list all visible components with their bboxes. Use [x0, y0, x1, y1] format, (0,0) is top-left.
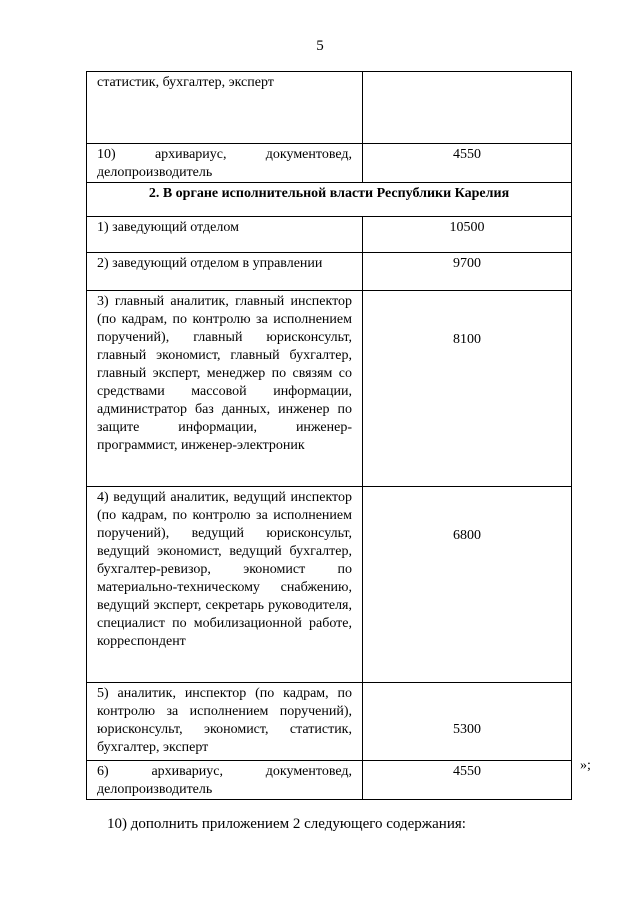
salary-value-cell: 10500	[363, 217, 572, 253]
salary-value-cell	[363, 683, 572, 761]
salary-value: 8100	[453, 332, 481, 347]
table-row	[87, 683, 572, 761]
table-row	[87, 144, 572, 183]
position-cell: 3) главный аналитик, главный инспектор (по кадрам, по контролю за исполнением поручений), главный юрисконсульт, главный экономист, главный бухгалтер, главный эксперт, менеджер по связям со средствами массовой информации, администратор баз данных, инженер по защите информации, инженер-программист, инженер-электроник	[87, 291, 363, 487]
table-row	[87, 72, 572, 144]
position-cell: 4) ведущий аналитик, ведущий инспектор (по кадрам, по контролю за исполнением поручений), ведущий юрисконсульт, ведущий экономист, ведущий бухгалтер, бухгалтер-ревизор, экономист по материально-техническому снабжению, ведущий эксперт, секретарь руководителя, специалист по мобилизационной работе, корреспондент	[87, 487, 363, 683]
table-row	[87, 253, 572, 291]
salary-value: 6800	[453, 528, 481, 543]
section-title: 2. В органе исполнительной власти Республики Карелия	[87, 183, 572, 217]
table-row	[87, 217, 572, 253]
salary-table	[86, 71, 572, 800]
salary-value-cell: 9700	[363, 253, 572, 291]
table-row	[87, 291, 572, 487]
position-cell: статистик, бухгалтер, эксперт	[87, 72, 363, 144]
salary-value-cell: 4550	[363, 144, 572, 183]
table-row	[87, 487, 572, 683]
salary-value-cell	[363, 291, 572, 487]
position-cell: 5) аналитик, инспектор (по кадрам, по контролю за исполнением поручений), юрисконсульт, экономист, статистик, бухгалтер, эксперт	[87, 683, 363, 761]
position-cell: 1) заведующий отделом	[87, 217, 363, 253]
salary-value-cell	[363, 487, 572, 683]
position-cell: 10) архивариус, документовед, делопроизводитель	[87, 144, 363, 183]
table-row	[87, 761, 572, 800]
amendment-paragraph: 10) дополнить приложением 2 следующего содержания:	[107, 816, 466, 832]
page-number: 5	[316, 38, 324, 54]
closing-quote-mark: »;	[580, 758, 591, 773]
salary-value: 5300	[453, 722, 481, 737]
salary-value-cell: 4550	[363, 761, 572, 800]
salary-value-cell	[363, 72, 572, 144]
position-cell: 6) архивариус, документовед, делопроизводитель	[87, 761, 363, 800]
position-cell: 2) заведующий отделом в управлении	[87, 253, 363, 291]
section-row	[87, 183, 572, 217]
